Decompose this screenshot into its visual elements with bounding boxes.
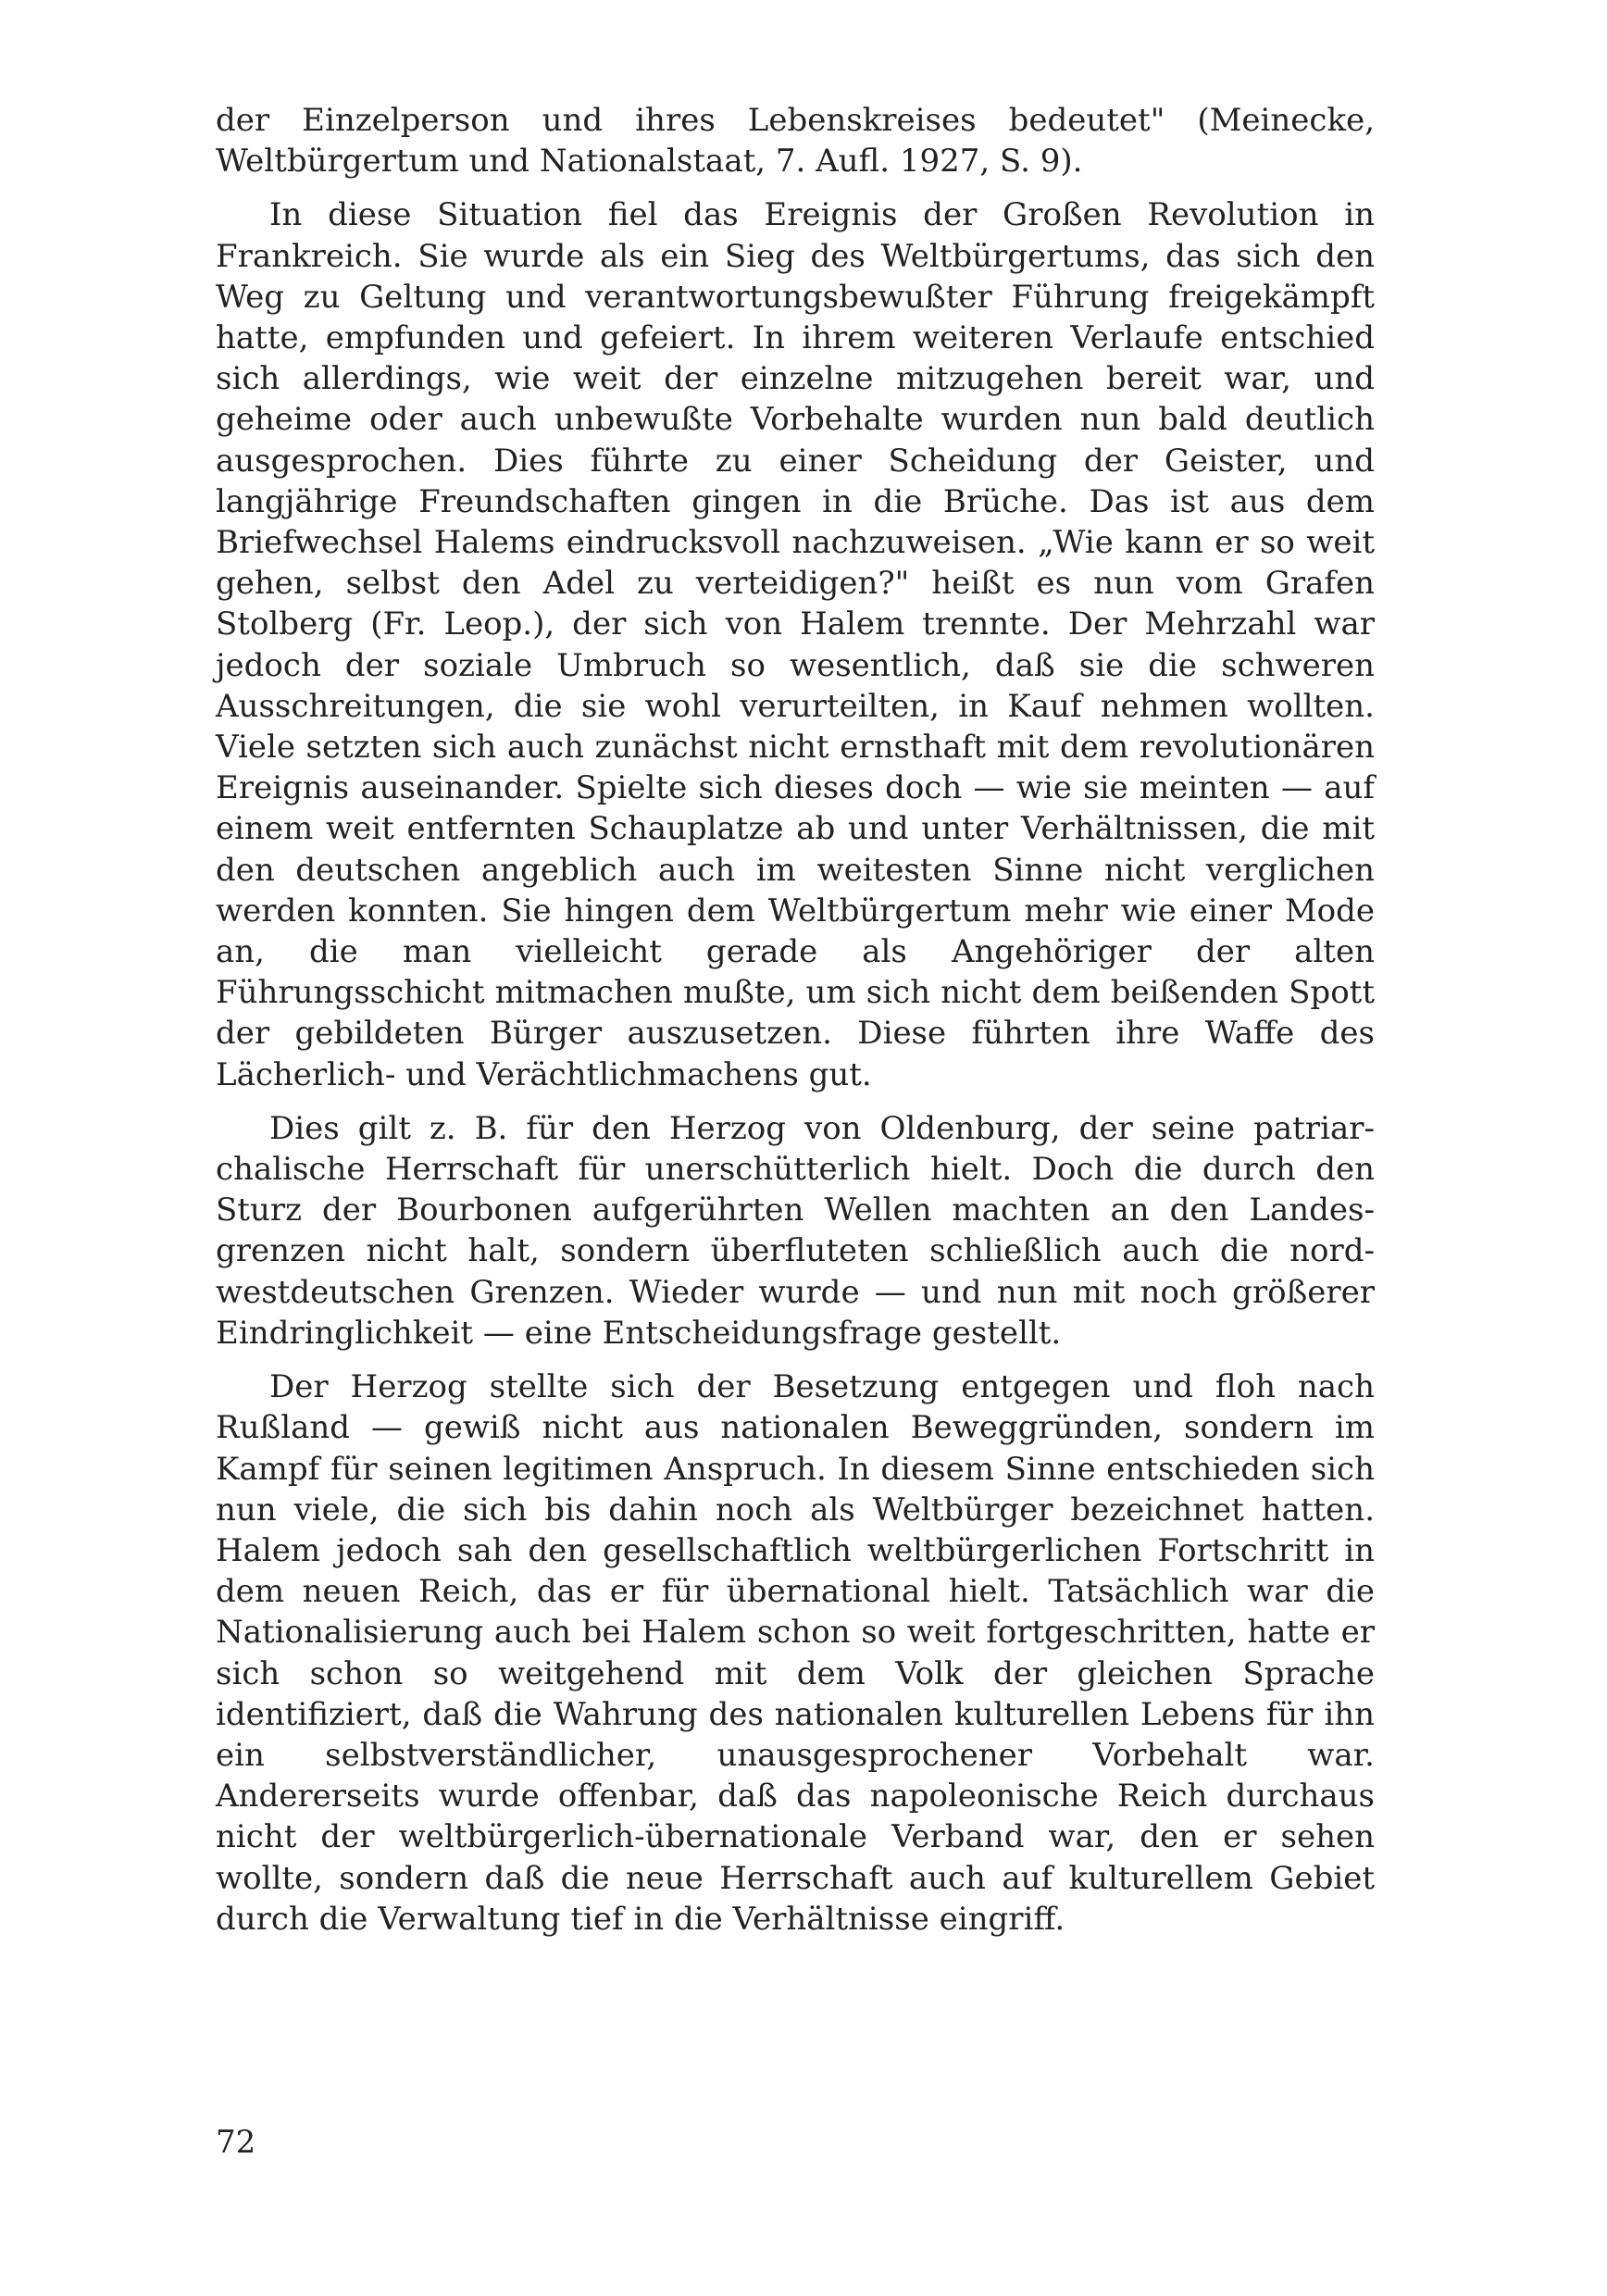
body-text [216,100,1375,1953]
page-number: 72 [216,2124,256,2161]
paragraph-herzog-russland: Der Herzog stellte sich der Besetzung entgegen und floh nach Rußland — gewiß nicht aus nationalen Beweggründen, sondern im Kampf für seinen legitimen Anspruch. In diesem Sinne entschieden sich nun viele, die sich bis dahin noch als Weltbürger bezeichnet hatten. Halem jedoch sah den gesellschaftlich weltbürgerlichen Fortschritt in dem neuen Reich, das er für übernational hielt. Tatsächlich war die Nationalisierung auch bei Halem schon so weit fortgeschritten, hatte er sich schon so weitgehend mit dem Volk der gleichen Sprache identifiziert, daß die Wahrung des nationalen kulturellen Lebens für ihn ein selbstverständlicher, unausgesprochener Vorbehalt war. Andererseits wurde offenbar, daß das napoleonische Reich durchaus nicht der weltbürgerlich-übernationale Verband war, den er sehen wollte, sondern daß die neue Herrschaft auch auf kulturellem Gebiet durch die Verwaltung tief in die Verhältnisse eingriff. [216,1368,1375,1938]
paragraph-herzog-oldenburg: Dies gilt z. B. für den Herzog von Oldenburg, der seine patriarchalische Herrschaft für unerschütterlich hielt. Doch die durch den Sturz der Bourbonen aufgerührten Wellen machten an den Landesgrenzen nicht halt, sondern überfluteten schließlich auch die nordwestdeutschen Grenzen. Wieder wurde — und nun mit noch größerer Eindringlichkeit — eine Entscheidungsfrage gestellt. [216,1109,1375,1352]
paragraph-continuation: der Einzelperson und ihres Lebenskreises bedeutet" (Meinecke, Weltbürgertum und Nationalstaat, 7. Aufl. 1927, S. 9). [216,102,1375,181]
paragraph-revolution: In diese Situation fiel das Ereignis der Großen Revolution in Frankreich. Sie wurde als ein Sieg des Weltbürgertums, das sich den Weg zu Geltung und verantwortungsbewußter Führung freigekämpft hatte, empfunden und gefeiert. In ihrem weiteren Verlaufe entschied sich allerdings, wie weit der einzelne mitzugehen bereit war, und geheime oder auch unbewußte Vorbehalte wurden nun bald deutlich ausgesprochen. Dies führte zu einer Scheidung der Geister, und langjährige Freundschaften gingen in die Brüche. Das ist aus dem Briefwechsel Halems eindrucksvoll nachzuweisen. „Wie kann er so weit gehen, selbst den Adel zu verteidigen?" heißt es nun vom Grafen Stolberg (Fr. Leop.), der sich von Halem trennte. Der Mehrzahl war jedoch der soziale Umbruch so wesentlich, daß sie die schweren Ausschreitungen, die sie wohl verurteilten, in Kauf nehmen wollten. Viele setzten sich auch zunächst nicht ernsthaft mit dem revolutionären Ereignis auseinander. Spielte sich dieses doch — wie sie meinten — auf einem weit entfernten Schauplatze ab und unter Verhältnissen, die mit den deutschen angeblich auch im weitesten Sinne nicht verglichen werden konnten. Sie hingen dem Weltbürgertum mehr wie einer Mode an, die man vielleicht gerade als Angehöriger der alten Führungsschicht mitmachen mußte, um sich nicht dem beißenden Spott der gebildeten Bürger auszusetzen. Diese führten ihre Waffe des Lächerlich- und Verächtlichmachens gut. [216,196,1375,1093]
